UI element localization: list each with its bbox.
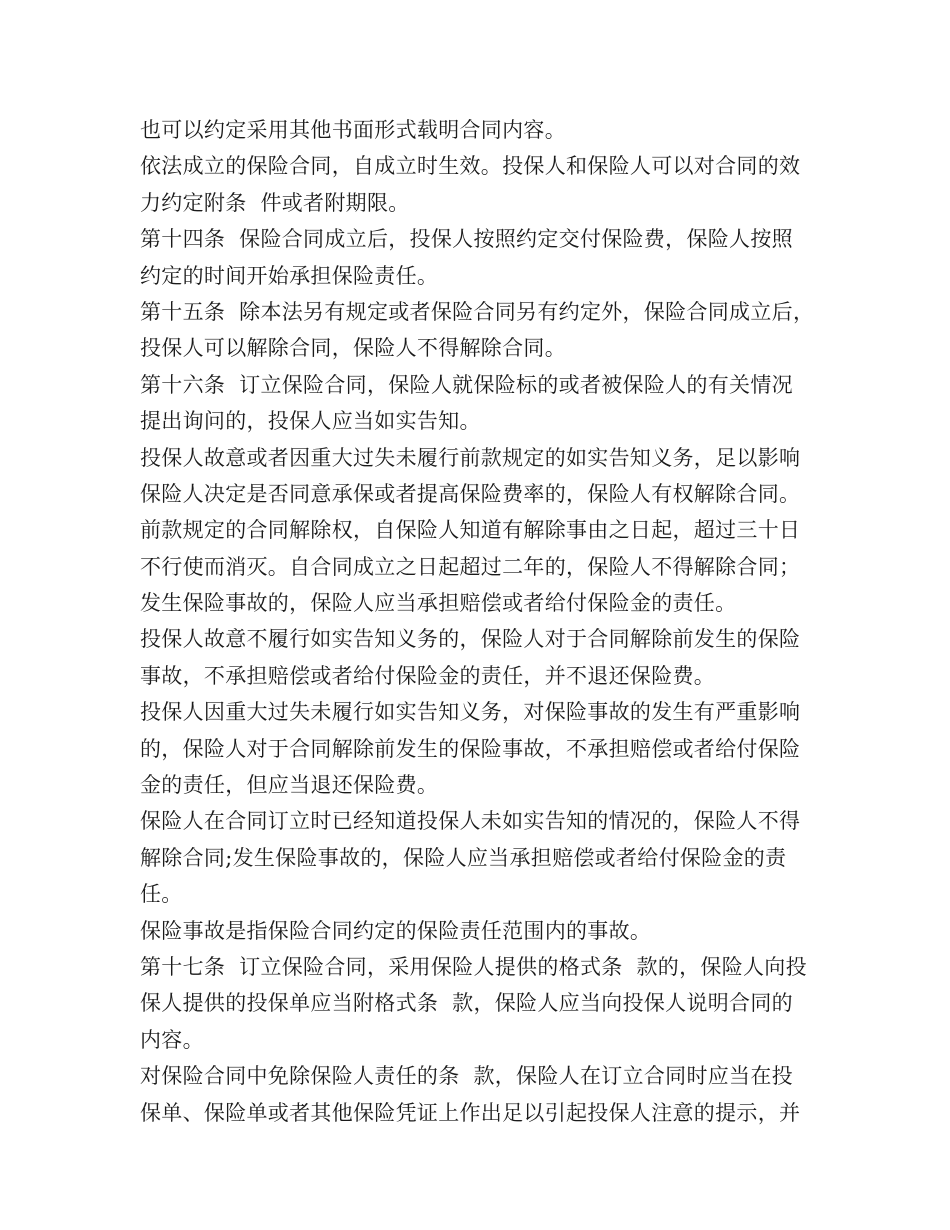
text-line: 投保人故意不履行如实告知义务的，保险人对于合同解除前发生的保险 [140, 627, 801, 652]
text-line: 发生保险事故的，保险人应当承担赔偿或者给付保险金的责任。 [140, 591, 737, 616]
text-line: 第十七条 订立保险合同，采用保险人提供的格式条 款的，保险人向投 [140, 954, 807, 979]
text-line: 对保险合同中免除保险人责任的条 款，保险人在订立合同时应当在投 [140, 1064, 793, 1089]
text-line: 第十四条 保险合同成立后，投保人按照约定交付保险费，保险人按照 [140, 227, 793, 252]
text-line: 保险事故是指保险合同约定的保险责任范围内的事故。 [140, 918, 652, 943]
text-line: 投保人可以解除合同，保险人不得解除合同。 [140, 336, 566, 361]
text-line: 保险人决定是否同意承保或者提高保险费率的，保险人有权解除合同。 [140, 481, 801, 506]
text-line: 前款规定的合同解除权，自保险人知道有解除事由之日起，超过三十日 [140, 518, 801, 543]
text-line: 金的责任，但应当退还保险费。 [140, 773, 439, 798]
text-line: 事故，不承担赔偿或者给付保险金的责任，并不退还保险费。 [140, 663, 716, 688]
text-line: 投保人故意或者因重大过失未履行前款规定的如实告知义务，足以影响 [140, 445, 801, 470]
text-line: 约定的时间开始承担保险责任。 [140, 263, 439, 288]
text-line: 保人提供的投保单应当附格式条 款，保险人应当向投保人说明合同的 [140, 991, 793, 1016]
text-line: 保险人在合同订立时已经知道投保人未如实告知的情况的，保险人不得 [140, 809, 801, 834]
text-line: 解除合同;发生保险事故的，保险人应当承担赔偿或者给付保险金的责 [140, 845, 787, 870]
text-line: 的，保险人对于合同解除前发生的保险事故，不承担赔偿或者给付保险 [140, 736, 801, 761]
text-line: 投保人因重大过失未履行如实告知义务，对保险事故的发生有严重影响 [140, 700, 801, 725]
text-line: 力约定附条 件或者附期限。 [140, 190, 410, 215]
text-line: 提出询问的，投保人应当如实告知。 [140, 409, 481, 434]
text-line: 保单、保险单或者其他保险凭证上作出足以引起投保人注意的提示，并 [140, 1100, 801, 1125]
text-line: 依法成立的保险合同，自成立时生效。投保人和保险人可以对合同的效 [140, 154, 801, 179]
text-line: 也可以约定采用其他书面形式载明合同内容。 [140, 118, 566, 142]
document-body [140, 112, 815, 1131]
text-line: 内容。 [140, 1027, 204, 1052]
text-line: 任。 [140, 882, 183, 907]
text-line: 第十六条 订立保险合同，保险人就保险标的或者被保险人的有关情况 [140, 372, 793, 397]
text-line: 不行使而消灭。自合同成立之日起超过二年的，保险人不得解除合同； [140, 554, 801, 579]
text-line: 第十五条 除本法另有规定或者保险合同另有约定外，保险合同成立后， [140, 299, 815, 324]
